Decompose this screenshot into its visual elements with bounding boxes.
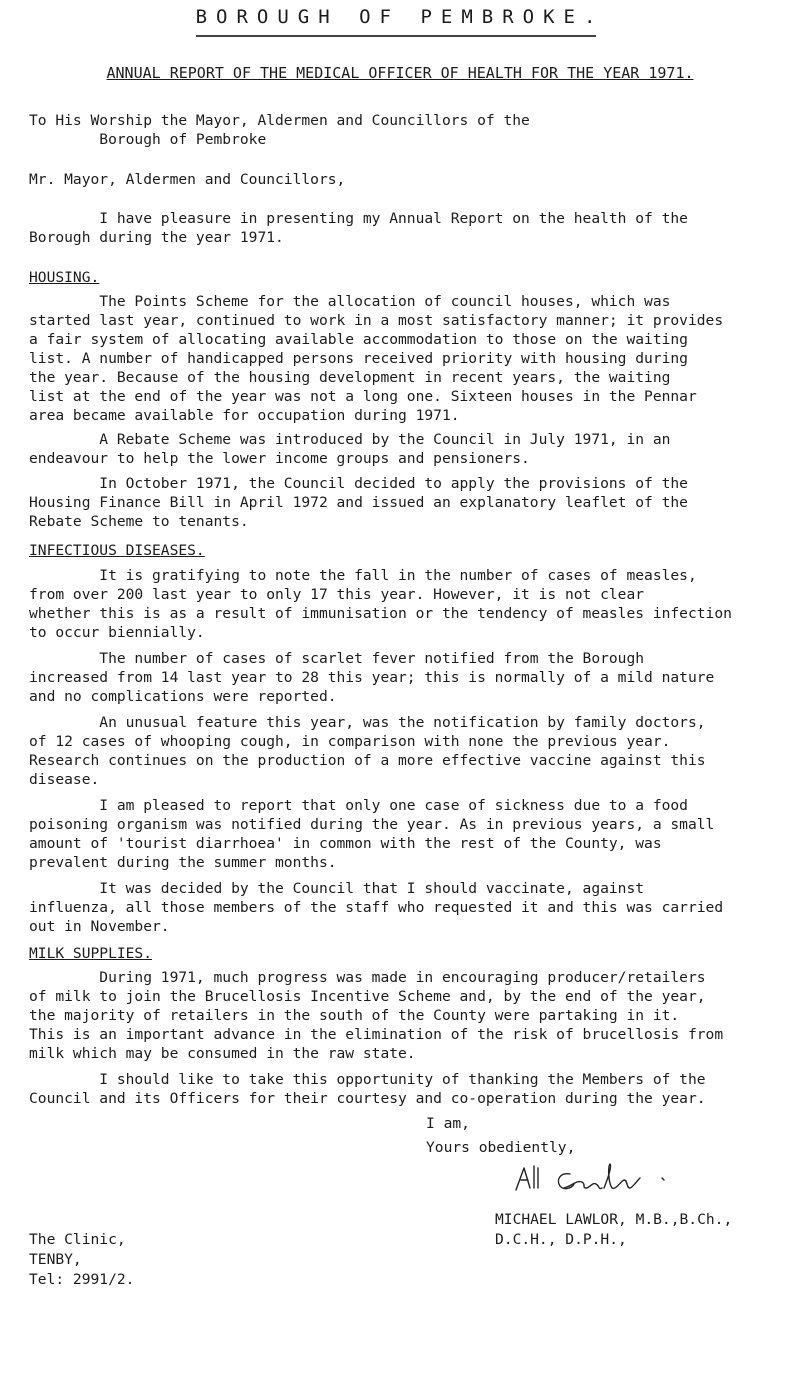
housing-paragraph-3: In October 1971, the Council decided to apply the provisions of the Housing Finance Bill in April 1972 and issued an explanatory leaflet of the Rebate Scheme to tenants. (29, 475, 688, 530)
housing-paragraph-1: The Points Scheme for the allocation of council houses, which was started last year, continued to work in a most satisfactory manner; it provides a fair system of allocating available accommodation to those on the waiting list. A number of handicapped persons received priority with housing during the year. Because of the housing development in recent years, the waiting list at the end of the year was not a long one. Sixteen houses in the Pennar area became available for occupation during 1971. (29, 293, 724, 424)
clinic-name: The Clinic, (29, 1231, 126, 1248)
document-header: BOROUGH OF PEMBROKE. (195, 6, 605, 28)
section-heading-milk-supplies: MILK SUPPLIES. (29, 945, 153, 962)
handwritten-signature (512, 1158, 682, 1198)
salutation-greeting: Mr. Mayor, Aldermen and Councillors, (29, 171, 346, 188)
sign-off-yours: Yours obediently, (426, 1139, 576, 1156)
infectious-paragraph-2: The number of cases of scarlet fever notified from the Borough increased from 14 last year to 28 this year; this is normally of a mild nature and no complications were reported. (29, 650, 715, 705)
infectious-paragraph-3: An unusual feature this year, was the notification by family doctors, of 12 cases of whooping cough, in comparison with none the previous year. Research continues on the production of a more effective vaccine against this disease. (29, 714, 706, 788)
signatory-qualifications: D.C.H., D.P.H., (495, 1231, 627, 1248)
sign-off-i-am: I am, (426, 1115, 470, 1132)
header-rule (196, 35, 596, 37)
report-title: ANNUAL REPORT OF THE MEDICAL OFFICER OF HEALTH FOR THE YEAR 1971. (106, 64, 694, 82)
clinic-telephone: Tel: 2991/2. (29, 1271, 135, 1288)
section-heading-housing: HOUSING. (29, 269, 100, 286)
infectious-paragraph-4: I am pleased to report that only one case of sickness due to a food poisoning organism was notified during the year. As in previous years, a small amount of 'tourist diarrhoea' in common with the rest of the County, was prevalent during the summer months. (29, 797, 715, 871)
section-heading-infectious-diseases: INFECTIOUS DISEASES. (29, 542, 205, 559)
milk-paragraph-1: During 1971, much progress was made in encouraging producer/retailers of milk to join the Brucellosis Incentive Scheme and, by the end of the year, the majority of retailers in the south of the County were partaking in it. This is an important advance in the elimination of the risk of brucellosis from milk which may be consumed in the raw state. (29, 969, 724, 1062)
closing-paragraph: I should like to take this opportunity of thanking the Members of the Council and its Officers for their courtesy and co-operation during the year. (29, 1071, 706, 1107)
housing-paragraph-2: A Rebate Scheme was introduced by the Council in July 1971, in an endeavour to help the lower income groups and pensioners. (29, 431, 671, 467)
salutation-address: To His Worship the Mayor, Aldermen and Councillors of the Borough of Pembroke (29, 112, 530, 148)
intro-paragraph: I have pleasure in presenting my Annual Report on the health of the Borough during the year 1971. (29, 210, 688, 246)
infectious-paragraph-1: It is gratifying to note the fall in the number of cases of measles, from over 200 last year to only 17 this year. However, it is not clear whether this is as a result of immunisation or the tendency of measles infection to occur biennially. (29, 567, 732, 641)
infectious-paragraph-5: It was decided by the Council that I should vaccinate, against influenza, all those members of the staff who requested it and this was carried out in November. (29, 880, 724, 935)
clinic-town: TENBY, (29, 1251, 82, 1268)
signatory-name: MICHAEL LAWLOR, M.B.,B.Ch., (495, 1211, 733, 1228)
